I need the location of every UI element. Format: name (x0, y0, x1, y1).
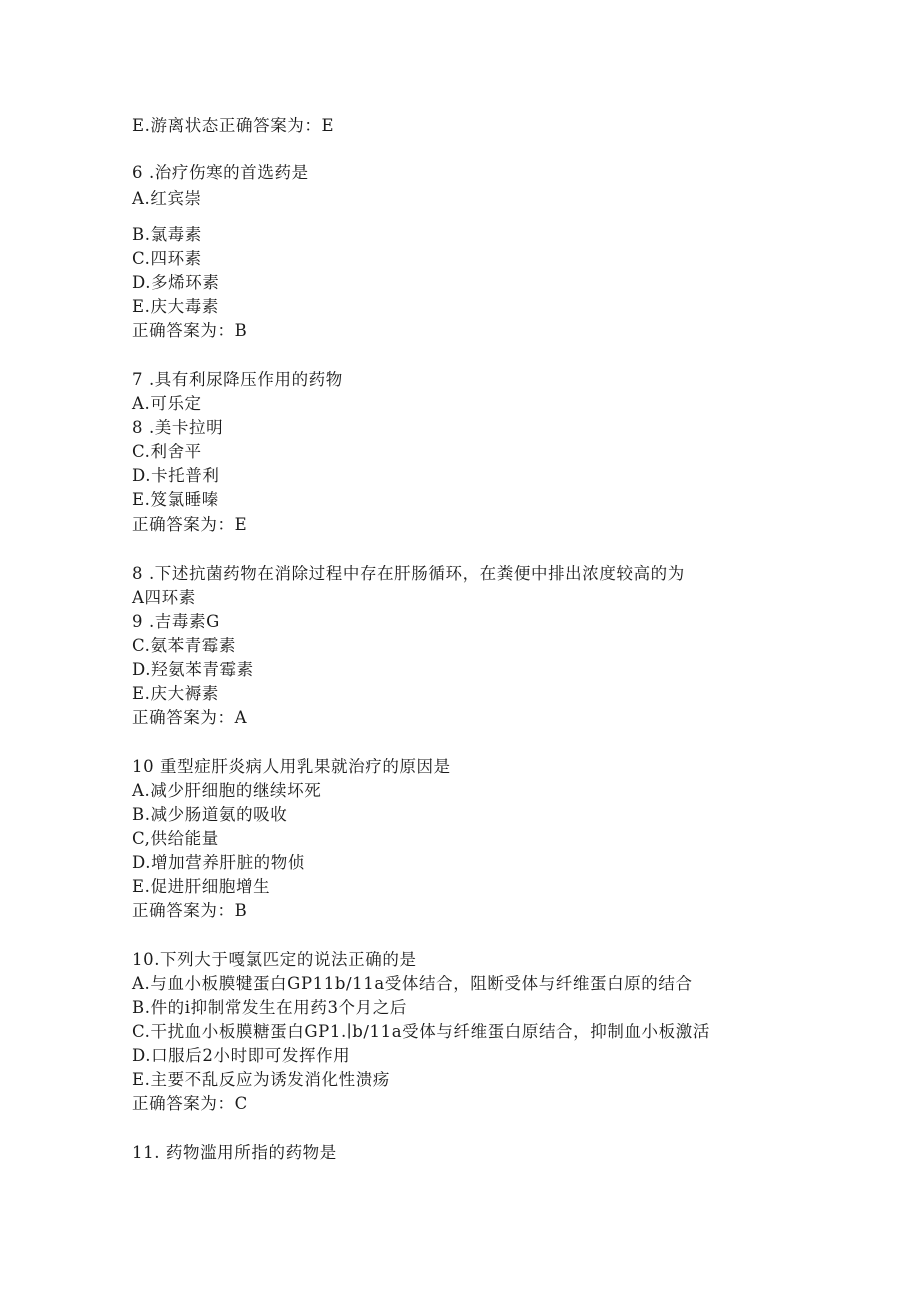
answer-line: 正确答案为：C (132, 1094, 248, 1113)
option-line: D.口服后2小时即可发挥作用 (132, 1046, 351, 1065)
text-line: E.游离状态正确答案为：E (132, 116, 335, 135)
option-line: A四环素 (132, 588, 196, 607)
question-stem: 10.下列大于嘎氯匹定的说法正确的是 (132, 950, 417, 969)
question-stem: 7 .具有利尿降压作用的药物 (132, 370, 343, 389)
option-line: 8 .美卡拉明 (132, 418, 224, 437)
option-line: A.与血小板膜犍蛋白GP11b∕11a受体结合，阻断受体与纤维蛋白原的结合 (132, 974, 693, 993)
question-stem: 10 重型症肝炎病人用乳果就治疗的原因是 (132, 757, 451, 776)
question-stem: 11. 药物滥用所指的药物是 (132, 1143, 337, 1162)
option-line: 9 .吉毒素G (132, 612, 220, 631)
answer-line: 正确答案为：B (132, 901, 248, 920)
option-line: B.氯毒素 (132, 225, 202, 244)
option-line: B.件的i抑制常发生在用药3个月之后 (132, 998, 407, 1017)
option-line: E.庆大褥素 (132, 684, 219, 703)
option-line: D.羟氨苯青霉素 (132, 660, 254, 679)
option-line: C.氨苯青霉素 (132, 636, 236, 655)
option-line: E.庆大毒素 (132, 297, 219, 316)
answer-line: 正确答案为：B (132, 321, 248, 340)
option-line: C.利舍平 (132, 442, 202, 461)
option-line: D.卡托普利 (132, 466, 220, 485)
option-line: C.干扰血小板膜糖蛋白GP1.∣b∕11a受体与纤维蛋白原结合，抑制血小板激活 (132, 1022, 710, 1041)
option-line: E.笈氯睡嗪 (132, 490, 219, 509)
answer-line: 正确答案为：A (132, 708, 248, 727)
option-line: E.促进肝细胞增生 (132, 877, 271, 896)
option-line: E.主要不乱反应为诱发消化性溃疡 (132, 1070, 390, 1089)
option-line: C.四环素 (132, 249, 202, 268)
option-line: A.红宾崇 (132, 189, 202, 208)
question-stem: 8 .下述抗菌药物在消除过程中存在肝肠循环，在粪便中排出浓度较高的为 (132, 564, 685, 583)
option-line: D.多烯环素 (132, 273, 220, 292)
question-stem: 6 .治疗伤寒的首选药是 (132, 163, 309, 182)
answer-line: 正确答案为：E (132, 515, 248, 534)
option-line: B.减少肠道氨的吸收 (132, 805, 288, 824)
option-line: D.增加营养肝脏的物侦 (132, 853, 305, 872)
option-line: A.可乐定 (132, 394, 202, 413)
option-line: C,供给能量 (132, 829, 219, 848)
option-line: A.减少肝细胞的继续坏死 (132, 781, 322, 800)
